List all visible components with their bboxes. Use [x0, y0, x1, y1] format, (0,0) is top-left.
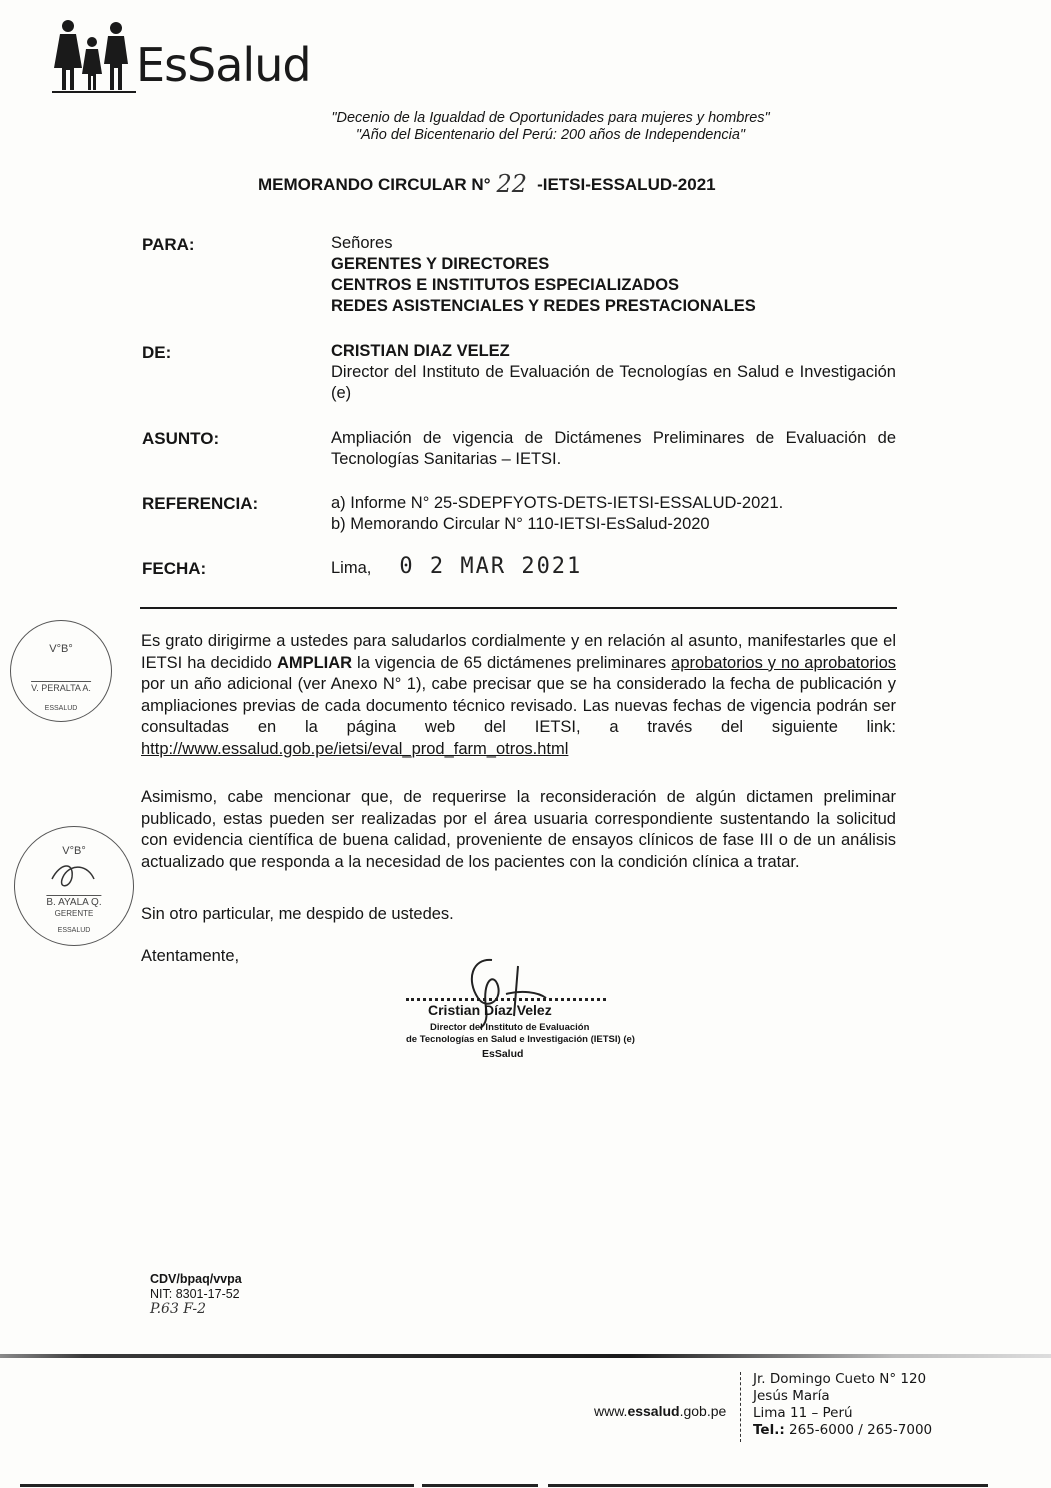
fecha-value [331, 556, 896, 579]
stamp2-bottom: ESSALUD [57, 927, 91, 934]
phone-label: Tel.: [753, 1422, 785, 1438]
website[interactable] [594, 1403, 726, 1419]
memo-title-prefix: MEMORANDO CIRCULAR N° [258, 175, 491, 194]
address-block [753, 1371, 932, 1439]
header-divider [140, 607, 897, 609]
ietsi-link[interactable]: http://www.essalud.gob.pe/ietsi/eval_prod_farm_otros.html [141, 739, 569, 758]
p1-text-b: la vigencia de 65 dictámenes preliminares [352, 653, 672, 672]
fecha-label: FECHA: [142, 559, 207, 578]
website-bold: essalud [627, 1403, 680, 1419]
address-separator [740, 1372, 741, 1442]
stamp2-vobo: V°B° [62, 845, 86, 857]
body-paragraph-3: Sin otro particular, me despido de ustedes. [141, 905, 454, 923]
handwritten-note: P.63 F-2 [150, 1301, 207, 1317]
stamp1-vobo: V°B° [49, 643, 73, 655]
p1-text-c: por un año adicional (ver Anexo N° 1), cabe precisar que se ha considerado la fecha de publicación y ampliaciones previas de cada documento técnico revisado. Las nuevas fechas de vigencia podrán ser consultadas en la página web del IETSI, a través del siguiente link: [141, 675, 896, 736]
para-value [331, 233, 896, 317]
de-title: Director del Instituto de Evaluación de Tecnologías en Salud e Investigación (e) [331, 363, 896, 402]
para-label: PARA: [142, 235, 195, 254]
signature-dotted-line [406, 998, 606, 1001]
phone-value: 265-6000 / 265-7000 [784, 1422, 933, 1438]
de-name: CRISTIAN DIAZ VELEZ [331, 342, 510, 360]
p1-underlined: aprobatorios y no aprobatorios [671, 653, 896, 672]
website-pre: www. [594, 1403, 628, 1419]
p1-bold: AMPLIAR [276, 653, 353, 672]
asunto-value: Ampliación de vigencia de Dictámenes Preliminares de Evaluación de Tecnologías Sanitarias – IETSI. [331, 429, 896, 468]
stamp2-signature-icon [44, 859, 104, 893]
handwritten-signature-icon [422, 950, 562, 1030]
essalud-logo [52, 16, 322, 96]
referencia-b: b) Memorando Circular N° 110-IETSI-EsSalud-2020 [331, 515, 710, 533]
referencia-value [331, 493, 896, 535]
address-line-3: Lima 11 – Perú [753, 1405, 853, 1421]
para-line-4: REDES ASISTENCIALES Y REDES PRESTACIONALES [331, 297, 756, 315]
fecha-city: Lima, [331, 559, 372, 577]
address-phone [753, 1422, 932, 1439]
referencia-a: a) Informe N° 25-SDEPFYOTS-DETS-IETSI-ESSALUD-2021. [331, 494, 784, 512]
fecha-date-stamp: 0 2 MAR 2021 [399, 554, 583, 579]
stamp1-name: V. PERALTA A. [31, 683, 91, 693]
signature-block [392, 950, 635, 1070]
stamp1-bottom: ESSALUD [44, 705, 78, 712]
memo-title-suffix: -IETSI-ESSALUD-2021 [537, 175, 716, 194]
approval-stamp-peralta [10, 620, 112, 722]
bottom-edge-line-right [548, 1484, 988, 1487]
nit: NIT: 8301-17-52 [150, 1287, 240, 1301]
memo-title [258, 168, 716, 196]
memo-number: 22 [496, 170, 528, 198]
asunto-label: ASUNTO: [142, 429, 220, 448]
brand-name: EsSalud [136, 38, 311, 92]
stamp2-role: GERENTE [54, 909, 94, 918]
signatory-line-3: EsSalud [482, 1048, 524, 1060]
footer-divider [0, 1354, 1051, 1358]
de-value [331, 341, 896, 404]
referencia-label: REFERENCIA: [142, 494, 259, 513]
address-line-2: Jesús María [753, 1388, 830, 1404]
decenio-line-2: "Año del Bicentenario del Perú: 200 años de Independencia" [355, 127, 746, 143]
body-paragraph-2: Asimismo, cabe mencionar que, de requerirse la reconsideración de algún dictamen preliminar publicado, estas pueden ser realizadas por el área usuaria correspondiente sustentando la solicitud con evidencia científica de buena calidad, proveniente de ensayos clínicos de fase III o de un análisis actualizado que responda a la necesidad de los pacientes con la condición clínica a tratar. [141, 788, 896, 871]
p1-text-a: Es grato dirigirme a ustedes para saludarlos cordialmente y en relación al asunto, manifestarles que el IETSI ha decidido [141, 632, 896, 672]
para-line-2: GERENTES Y DIRECTORES [331, 255, 550, 273]
bottom-edge-line-left [20, 1484, 414, 1487]
decenio-line-1: "Decenio de la Igualdad de Oportunidades para mujeres y hombres" [331, 110, 770, 126]
signatory-line-2: de Tecnologías en Salud e Investigación (IETSI) (e) [406, 1034, 635, 1045]
para-line-3: CENTROS E INSTITUTOS ESPECIALIZADOS [331, 276, 680, 294]
reference-initials [150, 1272, 242, 1317]
body-paragraph-1 [141, 631, 896, 760]
de-label: DE: [142, 343, 172, 362]
approval-stamp-ayala [14, 826, 134, 946]
stamp2-name: B. AYALA Q. [46, 897, 102, 908]
website-post: .gob.pe [679, 1403, 727, 1419]
address-line-1: Jr. Domingo Cueto N° 120 [753, 1371, 927, 1387]
decenio-heading [0, 110, 1051, 144]
initials: CDV/bpaq/vvpa [150, 1272, 242, 1286]
family-figures-icon [52, 18, 136, 94]
signatory-name: Cristian Díaz Velez [428, 1002, 552, 1018]
closing: Atentamente, [141, 947, 240, 965]
para-line-1: Señores [331, 234, 393, 252]
signatory-line-1: Director del Instituto de Evaluación [430, 1022, 590, 1033]
bottom-edge-line-mid [422, 1484, 538, 1487]
